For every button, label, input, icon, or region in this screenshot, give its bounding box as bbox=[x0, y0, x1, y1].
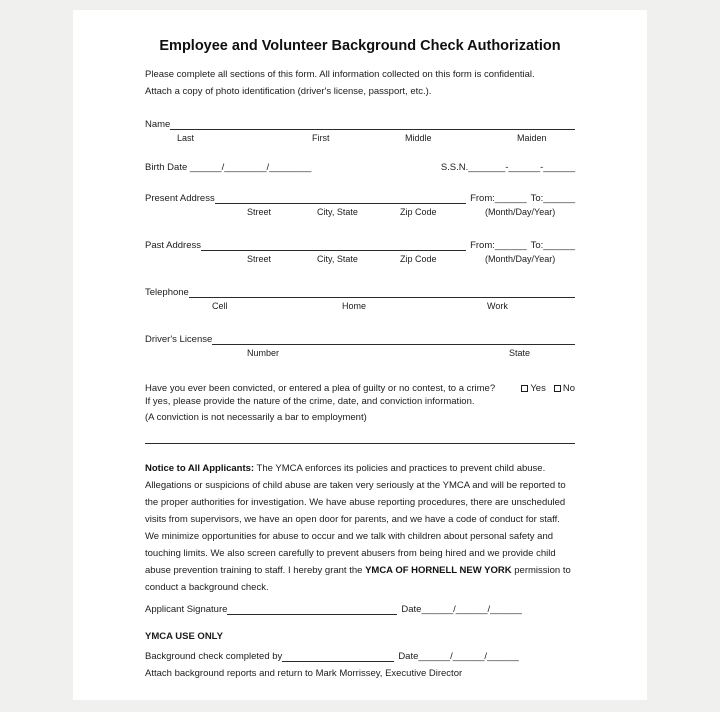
office-date-label: Date bbox=[398, 651, 419, 662]
intro-line-1: Please complete all sections of this form. All information collected on this form is confidential. bbox=[145, 69, 535, 80]
attach-instruction: Attach background reports and return to Mark Morrissey, Executive Director bbox=[145, 668, 463, 679]
signature-label: Applicant Signature bbox=[145, 604, 228, 615]
signature-blank[interactable] bbox=[227, 603, 397, 615]
no-label: No bbox=[562, 383, 575, 394]
past-to-label: To: bbox=[530, 240, 544, 251]
name-blank[interactable] bbox=[170, 118, 575, 130]
present-address-blank[interactable] bbox=[215, 192, 466, 204]
conviction-details-blank[interactable] bbox=[145, 434, 575, 444]
completed-by-label: Background check completed by bbox=[145, 651, 283, 662]
page-title: Employee and Volunteer Background Check Authorization bbox=[159, 38, 561, 54]
office-use-heading: YMCA USE ONLY bbox=[145, 631, 223, 642]
name-sublabel-last: Last bbox=[177, 133, 195, 143]
telephone-sublabel-home: Home bbox=[342, 301, 367, 311]
name-section bbox=[145, 115, 575, 146]
past-sublabel-zip: Zip Code bbox=[400, 254, 437, 264]
yes-checkbox[interactable] bbox=[521, 383, 546, 394]
present-sublabel-zip: Zip Code bbox=[400, 207, 437, 217]
conviction-question: Have you ever been convicted, or entered a plea of guilty or no contest, to a crime? bbox=[145, 383, 496, 394]
office-date-blank[interactable]: ______/______/______ bbox=[418, 651, 519, 662]
telephone-row bbox=[145, 283, 575, 298]
notice-org-name: YMCA OF HORNELL NEW YORK bbox=[365, 565, 512, 576]
notice-body-2: permission to conduct a background check. bbox=[145, 565, 571, 593]
present-from-blank[interactable]: ______ bbox=[494, 193, 527, 204]
birthdate-blank[interactable]: ______/________/________ bbox=[189, 162, 312, 173]
telephone-sublabel-work: Work bbox=[487, 301, 508, 311]
intro-text bbox=[145, 66, 575, 100]
license-section bbox=[145, 330, 575, 361]
past-sublabel-mdy: (Month/Day/Year) bbox=[485, 254, 556, 264]
signature-date-label: Date bbox=[401, 604, 422, 615]
past-to-blank[interactable]: ______ bbox=[543, 240, 575, 251]
license-sublabels bbox=[145, 347, 575, 361]
license-sublabel-number: Number bbox=[247, 348, 280, 358]
past-address-blank[interactable] bbox=[201, 239, 466, 251]
license-blank[interactable] bbox=[212, 333, 575, 345]
telephone-sublabels bbox=[145, 300, 575, 314]
intro-line-2: Attach a copy of photo identification (driver's license, passport, etc.). bbox=[145, 86, 432, 97]
license-sublabel-state: State bbox=[509, 348, 531, 358]
birthdate-label: Birth Date bbox=[145, 162, 190, 173]
conviction-section bbox=[145, 379, 575, 444]
present-sublabel-street: Street bbox=[247, 207, 272, 217]
license-row bbox=[145, 330, 575, 345]
conviction-note: (A conviction is not necessarily a bar to employment) bbox=[145, 412, 367, 423]
past-from-label: From: bbox=[470, 240, 495, 251]
conviction-instruction: If yes, please provide the nature of the crime, date, and conviction information. bbox=[145, 396, 475, 407]
past-sublabel-city: City, State bbox=[317, 254, 358, 264]
notice-lead: Notice to All Applicants: bbox=[145, 463, 255, 474]
telephone-sublabel-cell: Cell bbox=[212, 301, 228, 311]
present-sublabel-city: City, State bbox=[317, 207, 358, 217]
name-sublabel-first: First bbox=[312, 133, 330, 143]
telephone-section bbox=[145, 283, 575, 314]
ssn-blank[interactable]: _______-______-______ bbox=[468, 162, 575, 173]
present-from-label: From: bbox=[470, 193, 495, 204]
present-to-blank[interactable]: ______ bbox=[543, 193, 575, 204]
birthdate-group bbox=[145, 162, 311, 173]
name-sublabel-middle: Middle bbox=[405, 133, 432, 143]
completed-by-blank[interactable] bbox=[282, 650, 394, 662]
notice-paragraph bbox=[145, 460, 575, 596]
past-address-section bbox=[145, 236, 575, 267]
name-sublabels bbox=[145, 132, 575, 146]
present-address-section bbox=[145, 189, 575, 220]
past-address-sublabels bbox=[145, 253, 575, 267]
present-address-row bbox=[145, 189, 575, 204]
past-sublabel-street: Street bbox=[247, 254, 272, 264]
present-address-sublabels bbox=[145, 206, 575, 220]
no-checkbox[interactable] bbox=[554, 383, 575, 394]
name-label: Name bbox=[145, 119, 171, 130]
name-row bbox=[145, 115, 575, 130]
ssn-label: S.S.N. bbox=[440, 162, 469, 173]
telephone-blank[interactable] bbox=[189, 286, 575, 298]
office-use-section bbox=[145, 631, 575, 682]
name-sublabel-maiden: Maiden bbox=[517, 133, 547, 143]
present-sublabel-mdy: (Month/Day/Year) bbox=[485, 207, 556, 217]
ssn-group bbox=[441, 162, 575, 173]
office-completed-row bbox=[145, 647, 575, 662]
present-address-label: Present Address bbox=[145, 193, 215, 204]
past-from-blank[interactable]: ______ bbox=[494, 240, 527, 251]
document-page bbox=[73, 10, 647, 700]
signature-row bbox=[145, 600, 575, 615]
signature-date-blank[interactable]: ______/______/______ bbox=[421, 604, 522, 615]
birthdate-ssn-row bbox=[145, 158, 575, 173]
license-label: Driver's License bbox=[145, 334, 213, 345]
notice-body-1: The YMCA enforces its policies and practices to prevent child abuse. Allegations or suspicions of child abuse are taken very seriously at the YMCA and will be reported to the proper authorities for investigation. We have abuse reporting procedures, there are unscheduled visits from supervisors, we have an open door for parents, and we have a code of conduct for staff. We minimize opportunities for abuse to occur and we talk with children about personal safety and touching limits. We also screen carefully to prevent abusers from being hired and we provide child abuse prevention training to staff. I hereby grant the bbox=[145, 463, 566, 576]
yes-label: Yes bbox=[530, 383, 546, 394]
past-address-label: Past Address bbox=[145, 240, 201, 251]
conviction-question-row bbox=[145, 379, 575, 394]
telephone-label: Telephone bbox=[145, 287, 189, 298]
checkbox-icon bbox=[521, 385, 528, 392]
checkbox-icon bbox=[554, 385, 561, 392]
present-to-label: To: bbox=[530, 193, 544, 204]
past-address-row bbox=[145, 236, 575, 251]
